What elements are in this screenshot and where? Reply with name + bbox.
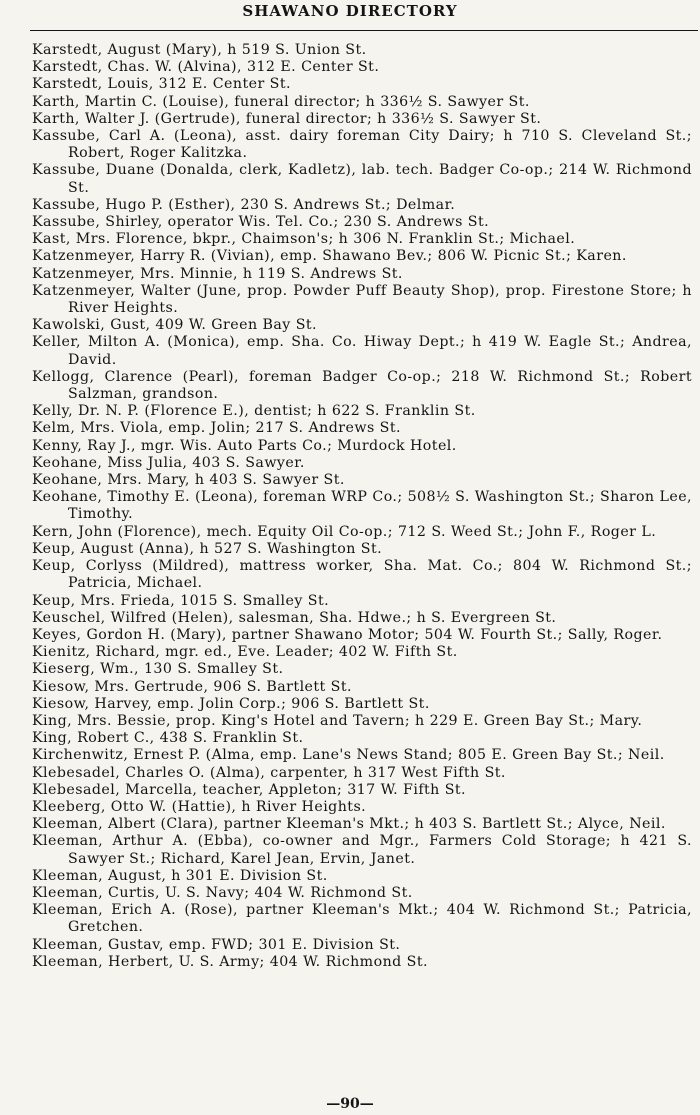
directory-entry: Kiesow, Mrs. Gertrude, 906 S. Bartlett St. <box>32 678 352 695</box>
directory-listing <box>32 42 692 971</box>
directory-entry: Kleeman, Arthur A. (Ebba), co-owner and Mgr., Farmers Cold Storage; h 421 S. Sawyer St.; Richard, Karel Jean, Ervin, Janet. <box>32 833 692 867</box>
directory-entry: Kelm, Mrs. Viola, emp. Jolin; 217 S. Andrews St. <box>32 420 401 437</box>
directory-entry: Keup, August (Anna), h 527 S. Washington St. <box>32 540 383 557</box>
directory-entry: Kellogg, Clarence (Pearl), foreman Badger Co-op.; 218 W. Richmond St.; Robert Salzman, grandson. <box>32 368 692 403</box>
directory-entry: Kleeberg, Otto W. (Hattie), h River Heights. <box>32 798 367 815</box>
directory-entry: Katzenmeyer, Harry R. (Vivian), emp. Shawano Bev.; 806 W. Picnic St.; Karen. <box>32 248 627 265</box>
directory-entry: Keup, Mrs. Frieda, 1015 S. Smalley St. <box>32 592 330 609</box>
directory-entry: Kirchenwitz, Ernest P. (Alma, emp. Lane's News Stand; 805 E. Green Bay St.; Neil. <box>32 747 665 764</box>
directory-entry: Kelly, Dr. N. P. (Florence E.), dentist; h 622 S. Franklin St. <box>32 403 476 420</box>
directory-entry: Kassube, Hugo P. (Esther), 230 S. Andrews St.; Delmar. <box>32 196 456 213</box>
directory-entry: Kassube, Carl A. (Leona), asst. dairy foreman City Dairy; h 710 S. Cleveland St.; Robert, Roger Kalitzka. <box>32 128 692 162</box>
directory-entry: Kleeman, Herbert, U. S. Army; 404 W. Richmond St. <box>32 953 428 970</box>
directory-entry: Kienitz, Richard, mgr. ed., Eve. Leader; 402 W. Fifth St. <box>32 644 458 661</box>
header-rule <box>30 30 698 31</box>
directory-entry: Keup, Corlyss (Mildred), mattress worker, Sha. Mat. Co.; 804 W. Richmond St.; Patricia, Michael. <box>32 558 692 592</box>
directory-entry: Karstedt, Louis, 312 E. Center St. <box>32 76 291 93</box>
directory-entry: Kleeman, Gustav, emp. FWD; 301 E. Division St. <box>32 936 401 953</box>
directory-entry: Kast, Mrs. Florence, bkpr., Chaimson's; h 306 N. Franklin St.; Michael. <box>32 231 576 248</box>
directory-entry: King, Robert C., 438 S. Franklin St. <box>32 730 304 747</box>
directory-entry: Kassube, Duane (Donalda, clerk, Kadletz), lab. tech. Badger Co-op.; 214 W. Richmond St. <box>32 162 692 196</box>
directory-entry: Karth, Walter J. (Gertrude), funeral director; h 336½ S. Sawyer St. <box>32 110 542 127</box>
directory-entry: Klebesadel, Charles O. (Alma), carpenter, h 317 West Fifth St. <box>32 764 506 781</box>
directory-entry: King, Mrs. Bessie, prop. King's Hotel and Tavern; h 229 E. Green Bay St.; Mary. <box>32 712 643 729</box>
directory-entry: Kleeman, Curtis, U. S. Navy; 404 W. Richmond St. <box>32 884 413 901</box>
directory-entry: Katzenmeyer, Walter (June, prop. Powder Puff Beauty Shop), prop. Firestone Store; h River Heights. <box>32 282 692 317</box>
directory-entry: Keyes, Gordon H. (Mary), partner Shawano Motor; 504 W. Fourth St.; Sally, Roger. <box>32 626 663 643</box>
directory-entry: Karstedt, Chas. W. (Alvina), 312 E. Center St. <box>32 59 380 76</box>
directory-entry: Kleeman, Albert (Clara), partner Kleeman's Mkt.; h 403 S. Bartlett St.; Alyce, Neil. <box>32 816 666 833</box>
directory-entry: Kieserg, Wm., 130 S. Smalley St. <box>32 661 284 678</box>
page-number: —90— <box>326 1096 374 1112</box>
directory-entry: Kleeman, Erich A. (Rose), partner Kleeman's Mkt.; 404 W. Richmond St.; Patricia, Gretchen. <box>32 902 692 936</box>
directory-entry: Klebesadel, Marcella, teacher, Appleton; 317 W. Fifth St. <box>32 781 467 798</box>
directory-entry: Karstedt, August (Mary), h 519 S. Union St. <box>32 42 367 58</box>
directory-entry: Kawolski, Gust, 409 W. Green Bay St. <box>32 317 317 334</box>
directory-entry: Keohane, Miss Julia, 403 S. Sawyer. <box>32 454 305 471</box>
directory-entry: Keller, Milton A. (Monica), emp. Sha. Co. Hiway Dept.; h 419 W. Eagle St.; Andrea, David. <box>32 334 692 368</box>
directory-entry: Keuschel, Wilfred (Helen), salesman, Sha. Hdwe.; h S. Evergreen St. <box>32 609 557 626</box>
directory-entry: Keohane, Mrs. Mary, h 403 S. Sawyer St. <box>32 472 345 489</box>
page-header-title: SHAWANO DIRECTORY <box>242 2 458 20</box>
directory-entry: Kenny, Ray J., mgr. Wis. Auto Parts Co.; Murdock Hotel. <box>32 437 457 454</box>
directory-entry: Keohane, Timothy E. (Leona), foreman WRP Co.; 508½ S. Washington St.; Sharon Lee, Timothy. <box>32 489 693 523</box>
directory-entry: Karth, Martin C. (Louise), funeral director; h 336½ S. Sawyer St. <box>32 93 530 110</box>
directory-entry: Kassube, Shirley, operator Wis. Tel. Co.; 230 S. Andrews St. <box>32 214 490 231</box>
directory-entry: Kern, John (Florence), mech. Equity Oil Co-op.; 712 S. Weed St.; John F., Roger L. <box>32 523 657 540</box>
directory-entry: Kiesow, Harvey, emp. Jolin Corp.; 906 S. Bartlett St. <box>32 695 430 712</box>
directory-entry: Katzenmeyer, Mrs. Minnie, h 119 S. Andrews St. <box>32 265 403 282</box>
directory-entry: Kleeman, August, h 301 E. Division St. <box>32 867 328 884</box>
